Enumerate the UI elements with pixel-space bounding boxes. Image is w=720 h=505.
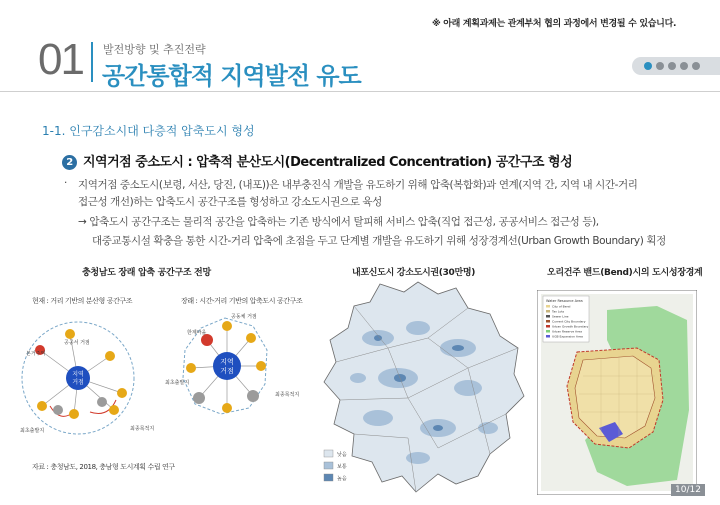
service-node xyxy=(69,409,79,419)
map-legend-item: Tax Lots xyxy=(552,309,565,314)
node-label: 공공서 거점 xyxy=(64,340,90,346)
core-label-1: 지역 xyxy=(72,371,84,378)
section-number: 01 xyxy=(38,35,83,84)
service-node xyxy=(256,361,266,371)
service-node xyxy=(117,388,127,398)
node-label: 최종목적지 xyxy=(275,392,300,398)
legend-swatch-high xyxy=(324,474,333,481)
naepo-region-map xyxy=(318,278,530,500)
page-dot xyxy=(680,62,688,70)
header-rule xyxy=(0,91,720,92)
body-line-1: 지역거점 중소도시(보령, 서산, 당진, (내포))은 내부충진식 개발을 유도하기 위해 압축(복합화)과 연계(지역 간, 지역 내 시간-거리 xyxy=(78,179,638,191)
body-line-4: 대중교통시설 확충을 통한 시간-거리 압축에 초점을 두고 단계별 개발을 유도하기 위해 성장경계선(Urban Growth Boundary) 획정 xyxy=(92,235,666,247)
item-number-badge: 2 xyxy=(62,155,77,170)
bullet-marker: · xyxy=(64,177,67,189)
service-node xyxy=(65,329,75,339)
page-number: 10/12 xyxy=(671,484,705,496)
node-label: 최종목적지 xyxy=(130,426,155,432)
current-structure-label: 현재 : 거리 기반의 분산형 공간구조 xyxy=(32,297,133,305)
future-structure-label: 장래 : 시간-거리 기반의 압축도시 공간구조 xyxy=(181,297,303,305)
map-legend-item: Sewer Line xyxy=(552,314,569,319)
future-structure-diagram xyxy=(165,304,330,454)
service-node xyxy=(246,333,256,343)
section-divider xyxy=(91,42,93,82)
map-legend-item: Urban Growth Boundary xyxy=(552,324,589,329)
left-figure-caption: 충청남도 장래 압축 공간구조 전망 xyxy=(82,268,211,278)
legend-label: 낮음 xyxy=(337,452,347,458)
origin-node xyxy=(53,405,63,415)
service-node xyxy=(222,403,232,413)
node-label: 본거주역 xyxy=(26,351,46,357)
bend-ugb-map xyxy=(537,290,697,495)
service-node xyxy=(109,405,119,415)
subsection-heading: 1-1. 인구감소시대 다층적 압축도시 형성 xyxy=(42,124,255,138)
destination-node xyxy=(247,390,259,402)
node-label: 공동체 거점 xyxy=(231,314,257,320)
core-label-2: 거점 xyxy=(72,379,84,386)
current-structure-diagram xyxy=(20,308,170,458)
body-line-2: 접근성 개선)하는 압축도시 공간구조를 형성하고 강소도시권으로 육성 xyxy=(78,196,382,208)
destination-node xyxy=(97,397,107,407)
map-legend-item: City of Bend xyxy=(552,304,571,309)
map-legend-item: Current City Boundary xyxy=(552,319,586,324)
section-subtitle: 발전방향 및 추진전략 xyxy=(103,43,206,56)
legend-swatch-low xyxy=(324,450,333,457)
page-dot-active xyxy=(644,62,652,70)
node-label: 한계마을 xyxy=(187,330,207,336)
map-legend-item: UGB Expansion Area xyxy=(552,334,583,339)
core-label-1: 지역 xyxy=(220,358,234,366)
right-figure-caption: 오리건주 밴드(Bend)시의 도시성장경계 xyxy=(547,268,703,278)
node-label: 최초출발지 xyxy=(165,380,190,386)
node-label: 최초출발지 xyxy=(20,428,45,434)
map-legend-item: Urban Reserve Area xyxy=(552,329,582,334)
item-title: 지역거점 중소도시 : 압축적 분산도시(Decentralized Concentration) 공간구조 형성 xyxy=(83,155,573,170)
figure-source: 자료 : 충청남도, 2018, 충남형 도시계획 수립 연구 xyxy=(32,463,175,471)
legend-label: 보통 xyxy=(337,464,347,470)
regional-core-node xyxy=(213,352,241,380)
page-dot xyxy=(692,62,700,70)
change-notice: ※ 아래 계획과제는 관계부처 협의 과정에서 변경될 수 있습니다. xyxy=(432,19,677,29)
origin-node xyxy=(193,392,205,404)
map-legend-title: Water Resource Area xyxy=(546,299,583,303)
middle-figure-caption: 내포신도시 강소도시권(30만명) xyxy=(352,268,476,278)
map-legend xyxy=(324,450,347,482)
service-node xyxy=(186,363,196,373)
core-label-2: 거점 xyxy=(220,367,234,375)
item-heading xyxy=(62,151,572,170)
section-title: 공간통합적 지역발전 유도 xyxy=(102,62,361,90)
regional-core-node xyxy=(66,366,90,390)
page-dot xyxy=(668,62,676,70)
service-node xyxy=(37,401,47,411)
service-node xyxy=(222,321,232,331)
page-dot xyxy=(656,62,664,70)
service-node xyxy=(105,351,115,361)
legend-label: 높음 xyxy=(337,476,347,482)
page-indicator xyxy=(632,57,720,75)
body-line-3: → 압축도시 공간구조는 물리적 공간을 압축하는 기존 방식에서 탈피해 서비스 압축(직업 접근성, 공공서비스 접근성 등), xyxy=(78,216,599,228)
legend-swatch-mid xyxy=(324,462,333,469)
